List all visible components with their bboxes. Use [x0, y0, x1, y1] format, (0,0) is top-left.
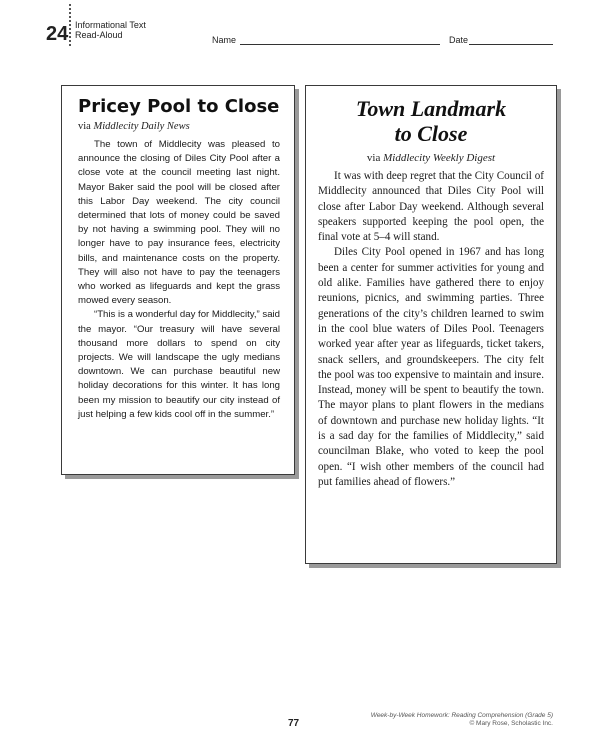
article2-paragraph: Diles City Pool opened in 1967 and has long been a center for summer activities for young and old alike. Families have gathered there to enjoy reunions, picnics, and swimming parties. Three generations of the city’s children learned to swim in the cool blue waters of Diles Pool. Teenagers worked year after year as lifeguards, ticket takers, snack sellers, and groundskeepers. The city felt the pool was too expensive to maintain and insure. Instead, money will be spent to beautify the town. The mayor plans to plant flowers in the medians of downtown and purchase new holiday lights. “It is a sad day for the families of Middlecity,” said councilman Blake, who voted to keep the pool open. “I wish other members of the council had put families ahead of flowers.” — [318, 246, 544, 488]
article1-source-prefix: via — [78, 121, 94, 132]
article2-paragraph: It was with deep regret that the City Council of Middlecity announced that Diles City Pool will close after Labor Day weekend. Although several speakers supported keeping the pool open, the final vote at 5–4 will stand. — [318, 170, 544, 244]
article2-title-line2: to Close — [394, 121, 468, 146]
lesson-number: 24 — [46, 23, 69, 45]
article-town-landmark — [305, 85, 557, 564]
article1-source-name: Middlecity Daily News — [93, 121, 190, 132]
article2-source-name: Middlecity Weekly Digest — [383, 152, 496, 164]
credit-line2: © Mary Rose, Scholastic Inc. — [469, 720, 553, 727]
article1-body — [78, 138, 280, 422]
lesson-type — [75, 20, 146, 40]
article2-body — [318, 169, 544, 490]
worksheet-header — [0, 0, 600, 60]
date-label: Date — [449, 35, 469, 45]
name-field-line[interactable] — [240, 44, 440, 45]
name-label: Name — [212, 35, 237, 45]
article1-source — [78, 121, 294, 132]
article2-source-prefix: via — [366, 152, 384, 164]
page-number: 77 — [288, 718, 300, 729]
article1-paragraph: “This is a wonderful day for Middlecity,” said the mayor. “Our treasury will have several thousand more dollars to spend on city projects. We will landscape the ugly medians downtown. We can purchase beautiful new holiday decorations for this winter. It has long been my mission to beautify our city instead of just helping a few kids cool off in the summer.” — [78, 309, 280, 420]
article-pricey-pool — [61, 85, 295, 475]
article2-title — [306, 96, 556, 146]
article1-paragraph: The town of Middlecity was pleased to announce the closing of Diles City Pool after a close vote at the council meeting last night. Mayor Baker said the pool will be closed after this Labor Day weekend. The city council determined that lots of money could be saved by not having a swimming pool. They will no longer have to pay insurance fees, electricity bills, and maintenance costs on the property. They will also not have to pay the teenagers who worked as lifeguards and kept the grass mowed every season. — [78, 139, 280, 307]
date-field-line[interactable] — [469, 44, 553, 45]
article2-title-line1: Town Landmark — [355, 96, 507, 121]
dotted-divider — [69, 4, 71, 46]
credit-line1: Week-by-Week Homework: Reading Comprehension (Grade 5) — [370, 712, 553, 719]
article1-title: Pricey Pool to Close — [78, 96, 280, 117]
lesson-type-line1: Informational Text — [75, 20, 146, 30]
lesson-type-line2: Read-Aloud — [75, 30, 123, 40]
article2-source — [306, 152, 556, 164]
publisher-credit — [371, 712, 553, 728]
